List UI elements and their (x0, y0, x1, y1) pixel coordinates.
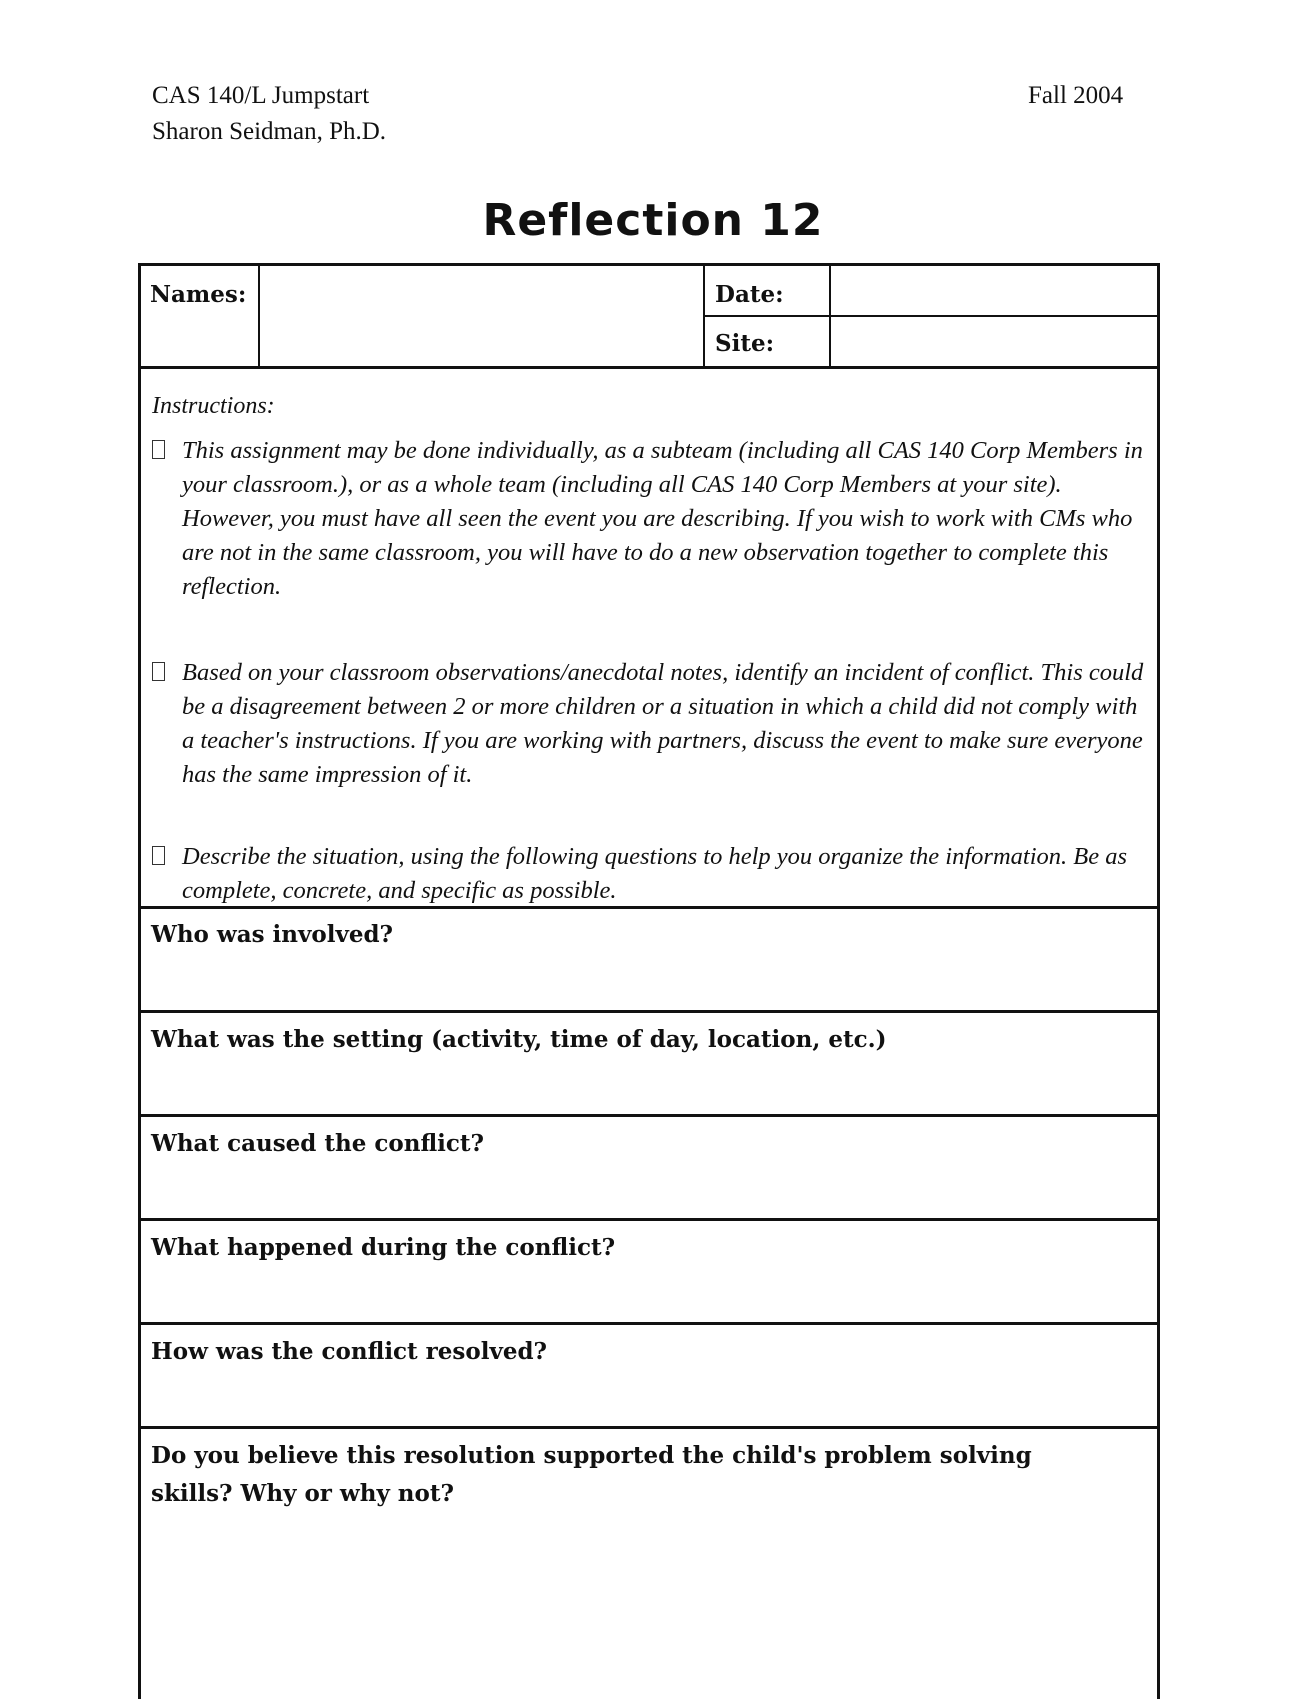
instructor-name: Sharon Seidman, Ph.D. (152, 118, 387, 145)
question-setting: What was the setting (activity, time of day, location, etc.) (151, 1026, 887, 1053)
section-divider (138, 1010, 1160, 1013)
section-divider (138, 1426, 1160, 1429)
instructions-heading: Instructions: (152, 393, 275, 419)
instruction-item (152, 840, 1147, 908)
instruction-item (152, 434, 1147, 604)
section-divider (138, 1114, 1160, 1117)
answer-field-resolution[interactable] (142, 1374, 1156, 1424)
answer-field-problem-solving[interactable] (142, 1520, 1156, 1521)
checkbox-bullet-icon (152, 440, 165, 459)
date-label: Date: (715, 281, 784, 308)
section-divider (138, 906, 1160, 909)
checkbox-bullet-icon (152, 846, 165, 865)
section-divider (138, 366, 1160, 369)
question-who-involved: Who was involved? (151, 921, 394, 948)
question-problem-solving: Do you believe this resolution supported the child's problem solving skills? Why or why not? (151, 1442, 1032, 1507)
site-field[interactable] (833, 318, 1155, 365)
names-field[interactable] (262, 268, 700, 365)
course-name: CAS 140/L Jumpstart (152, 82, 370, 109)
instruction-text: Describe the situation, using the following questions to help you organize the information. Be as complete, concrete, and specific as possible. (182, 843, 1127, 904)
answer-field-who-involved[interactable] (142, 958, 1156, 1008)
question-cause: What caused the conflict? (151, 1130, 485, 1157)
site-label: Site: (715, 330, 775, 357)
table-divider (258, 266, 260, 368)
answer-field-setting[interactable] (142, 1062, 1156, 1112)
table-divider (703, 266, 705, 368)
section-divider (138, 1322, 1160, 1325)
table-divider (829, 266, 831, 368)
page-title: Reflection 12 (482, 195, 824, 246)
instruction-text: This assignment may be done individually, as a subteam (including all CAS 140 Corp Members in your classroom.), or as a whole team (including all CAS 140 Corp Members at your site). However, you must have all seen the event you are describing. If you wish to work with CMs who are not in the same classroom, you will have to do a new observation together to complete this reflection. (182, 437, 1143, 600)
date-field[interactable] (833, 268, 1155, 314)
term-label: Fall 2004 (1028, 82, 1124, 109)
table-divider (704, 315, 1157, 317)
instruction-text: Based on your classroom observations/anecdotal notes, identify an incident of conflict. This could be a disagreement between 2 or more children or a situation in which a child did not comply with a teacher's instructions. If you are working with partners, discuss the event to make sure everyone has the same impression of it. (182, 659, 1144, 788)
question-what-happened: What happened during the conflict? (151, 1234, 616, 1261)
question-resolution: How was the conflict resolved? (151, 1338, 548, 1365)
instruction-item (152, 656, 1147, 792)
answer-field-what-happened[interactable] (142, 1270, 1156, 1320)
checkbox-bullet-icon (152, 662, 165, 681)
names-label: Names: (150, 281, 247, 308)
course-header (152, 78, 386, 150)
section-divider (138, 1218, 1160, 1221)
answer-field-cause[interactable] (142, 1166, 1156, 1216)
